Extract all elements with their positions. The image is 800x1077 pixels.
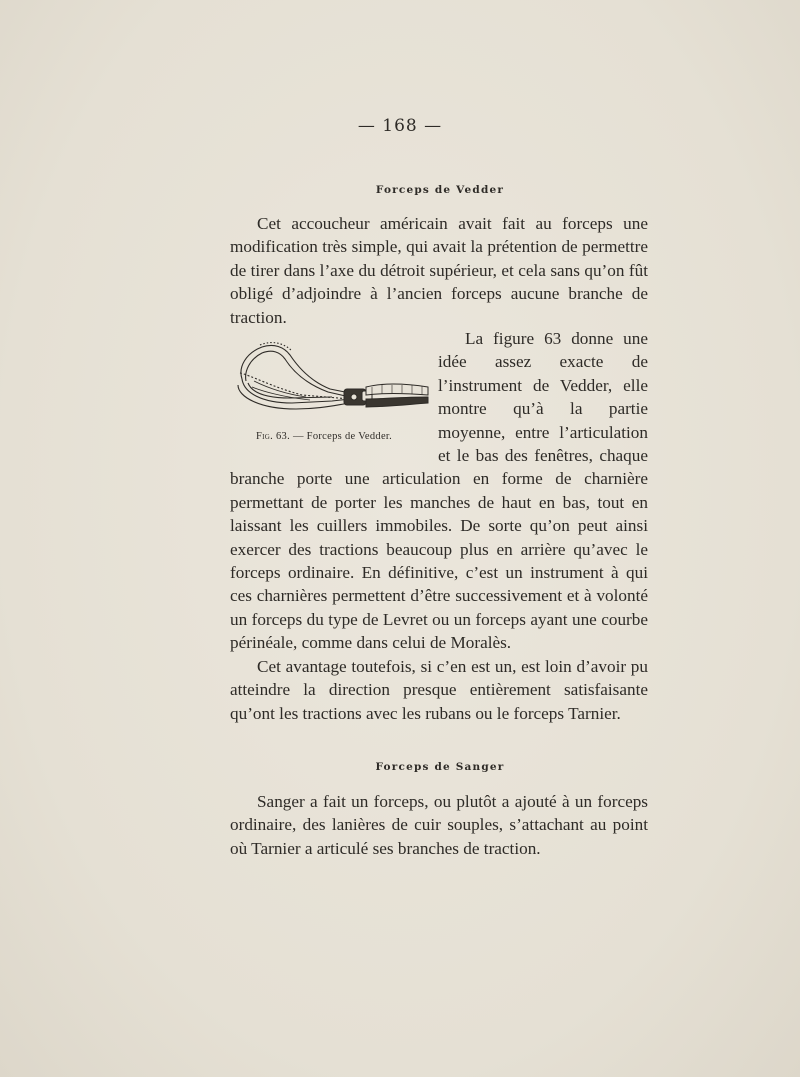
vedder-paragraph-1	[230, 212, 648, 329]
figure-caption-text: — Forceps de Vedder.	[292, 431, 393, 442]
section-heading-sanger: Forceps de Sanger	[375, 761, 505, 773]
forceps-illustration	[232, 337, 432, 417]
figure-text-area	[230, 327, 648, 725]
page-number: — 168 —	[357, 116, 443, 136]
paragraph: Cet avantage toutefois, si c’en est un, est loin d’avoir pu atteindre la direction presque entièrement satisfaisante qu’ont les tractions avec les rubans ou le forceps Tarnier.	[230, 656, 648, 723]
section-heading-vedder: Forceps de Vedder	[375, 184, 505, 196]
figure-caption	[256, 431, 392, 442]
paragraph: Sanger a fait un forceps, ou plutôt a ajouté à un forceps ordinaire, des lanières de cuir souples, s’attachant au point où Tarnier a articulé ses branches de traction.	[230, 792, 648, 858]
figure-63	[230, 327, 432, 467]
paragraph: Cet accoucheur américain avait fait au forceps une modification très simple, qui avait la prétention de permettre de tirer dans l’axe du détroit supérieur, et cela sans qu’on fût obligé d’adjoindre à l’ancien forceps aucune branche de traction.	[230, 214, 648, 327]
figure-label: Fig. 63.	[256, 431, 291, 442]
paragraph: La figure 63 donne une idée assez exacte de l’instrument de Vedder, elle montre qu’à la partie moyenne, entre l’articulation et le bas des fenêtres, chaque branche porte une articulation en forme de charnière permettant de porter les manches de haut en bas, tout en laissant les cuillers immobiles. De sorte qu’on peut ainsi exercer des tractions beaucoup plus en arrière qu’avec le forceps ordinaire. En définitive, c’est un instrument à qui ces charnières permettent d’être successivement et à volonté un forceps du type de Levret ou un forceps ayant une courbe périnéale, comme dans celui de Moralès.	[230, 329, 648, 653]
sanger-paragraph	[230, 790, 648, 860]
